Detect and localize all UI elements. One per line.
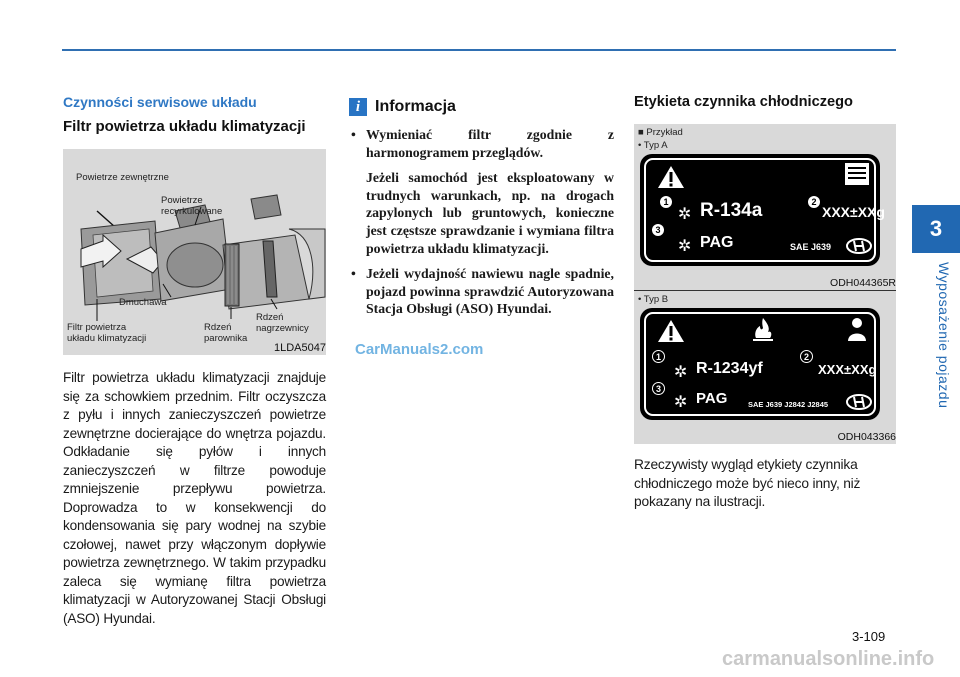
bullet-text: Jeżeli wydajność nawiewu nagle spadnie, pojazd powinna sprawdzić Autoryzowana Stacja Obsługi (ASO) Hyundai.: [366, 266, 614, 317]
section-title: Czynności serwisowe układu: [63, 94, 257, 110]
refrigerant-amount: XXX±XXg: [818, 362, 877, 377]
marker-1: 1: [652, 350, 665, 363]
bullet-extra: Jeżeli samochód jest eksploatowany w trudnych warunkach, np. na drogach zapylonych lub gruntowych, konieczne jest częstsze sprawdzanie i wymiana filtra powietrza układu klimatyzacji.: [366, 170, 614, 256]
label-ac-filter: Filtr powietrza układu klimatyzacji: [67, 322, 147, 344]
info-bullet: [349, 126, 614, 257]
label-heater-core: Rdzeń nagrzewnicy: [256, 312, 309, 334]
snowflake-icon: ✲: [678, 238, 692, 255]
example-label: ■ Przykład: [638, 127, 683, 138]
left-column: [63, 92, 326, 628]
oil-type: PAG: [700, 234, 734, 251]
info-heading: [349, 98, 614, 116]
sae-standard: SAE J639 J2842 J2845: [748, 400, 829, 409]
snowflake-icon: ✲: [674, 394, 688, 411]
info-bullet: [349, 265, 614, 318]
refrigerant-amount: XXX±XXg: [822, 204, 885, 220]
sae-standard: SAE J639: [790, 242, 832, 252]
bullet-text: Wymieniać filtr zgodnie z harmonogramem przeglądów.: [366, 127, 614, 160]
hyundai-logo-icon: [846, 238, 872, 254]
marker-3: 3: [652, 382, 665, 395]
flammable-icon: [750, 316, 776, 342]
marker-3: 3: [652, 224, 664, 236]
info-list: [349, 126, 614, 318]
separator: [634, 290, 896, 291]
type-b-label: • Typ B: [638, 294, 669, 305]
info-title: Informacja: [375, 98, 456, 115]
type-a-label: • Typ A: [638, 140, 668, 151]
sticker-type-b: [640, 308, 880, 420]
marker-2: 2: [800, 350, 813, 363]
label-recirculated-air: Powietrze recyrkulowane: [161, 195, 223, 217]
ac-filter-figure: [63, 149, 326, 355]
subsection-title: Filtr powietrza układu klimatyzacji: [63, 118, 306, 135]
middle-column: [349, 92, 614, 326]
label-evaporator-core: Rdzeń parownika: [204, 322, 248, 344]
sticker-type-a: [640, 154, 885, 266]
label-outside-air: Powietrze zewnętrzne: [76, 172, 169, 183]
warning-icon: [656, 318, 686, 344]
hyundai-logo-icon: [846, 394, 872, 410]
info-icon: i: [349, 98, 367, 116]
figure-code-b: ODH043366: [837, 431, 896, 443]
service-manual-icon: [844, 162, 870, 186]
label-blower: Dmuchawa: [119, 297, 167, 308]
watermark: CarManuals2.com: [355, 341, 484, 358]
page-number: 3-109: [852, 629, 886, 644]
refrigerant-type: R-134a: [700, 200, 763, 221]
marker-2: 2: [808, 196, 820, 208]
figure-code: 1LDA5047: [274, 342, 326, 354]
warning-icon: [656, 164, 686, 190]
filter-description: Filtr powietrza układu klimatyzacji znajduje się za schowkiem przednim. Filtr oczyszcza z pyłu i innych zanieczyszczeń powietrze zewnętrzne docierające do wnętrza pojazdu. Odkładanie się pyłów i innych zanieczyszczeń w filtrze powoduje zmniejszenie przepływu powietrza. Doprowadza to w konsekwencji do kondensowania się pary wodnej na szybie czołowej, nawet przy włączonym dopływie powietrza zewnętrznego. W takim przypadku zaleca się wymianę filtra powietrza klimatyzacji w Autoryzowanej Stacji Obsługi (ASO) Hyundai.: [63, 370, 326, 626]
site-watermark: carmanualsonline.info: [722, 648, 935, 670]
snowflake-icon: ✲: [674, 364, 688, 381]
oil-type: PAG: [696, 390, 728, 407]
refrigerant-type: R-1234yf: [696, 360, 763, 377]
right-column: [634, 92, 896, 512]
technician-icon: [844, 316, 870, 342]
refrigerant-caption: Rzeczywisty wygląd etykiety czynnika chłodniczego może być nieco inny, niż pokazany na ilustracji.: [634, 457, 861, 509]
refrigerant-label-figure: [634, 124, 896, 444]
chapter-number-tab: 3: [912, 205, 960, 253]
snowflake-icon: ✲: [678, 206, 692, 223]
figure-code-a: ODH044365R: [830, 277, 896, 289]
top-rule: [62, 49, 896, 51]
refrigerant-label-title: Etykieta czynnika chłodniczego: [634, 94, 853, 110]
chapter-label: Wyposażenie pojazdu: [936, 262, 952, 409]
marker-1: 1: [660, 196, 672, 208]
